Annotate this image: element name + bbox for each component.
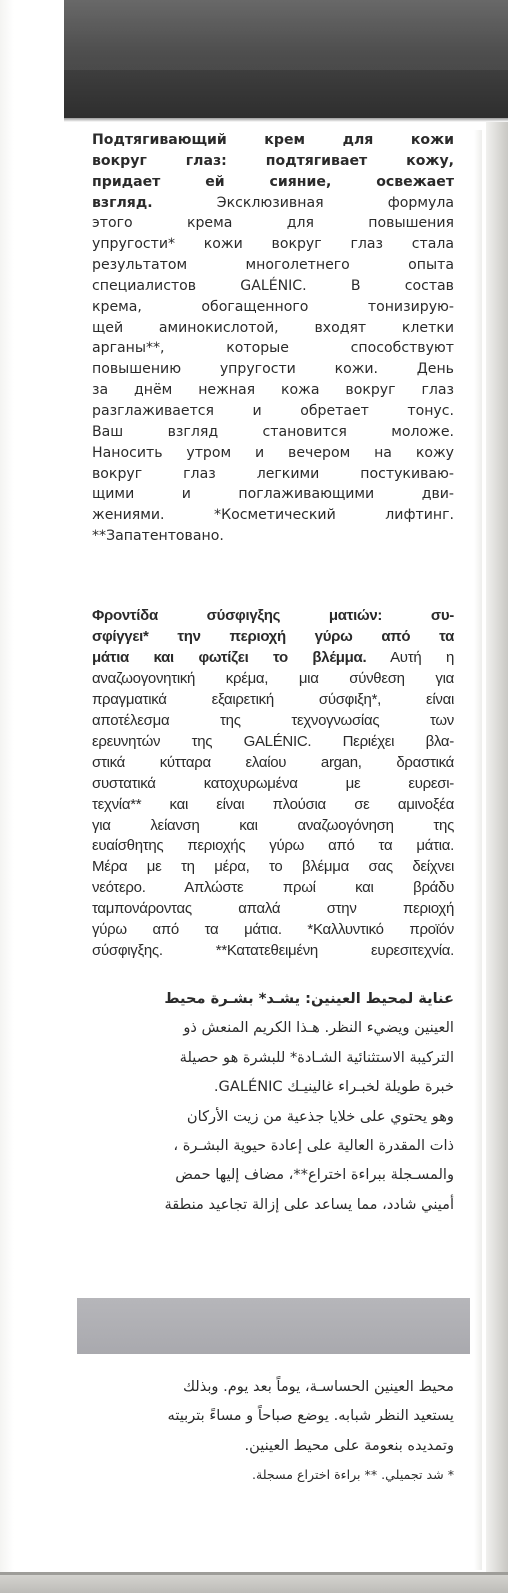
ar-line: يستعيد النظر شبابه. يوضع صباحاً و مساءً بتربيته [167, 1407, 454, 1425]
box-right-edge [486, 0, 508, 1593]
ru-line: щей аминокислотой, входят клетки [92, 319, 454, 336]
gr-line: πραγματικά εξαιρετική σύσφιξη*, είναι [92, 690, 454, 708]
gr-line-mixed [92, 648, 454, 669]
ar-line: العينين ويضيء النظر. هـذا الكريم المنعش ذو [183, 1019, 454, 1037]
ru-line: разглаживается и обретает тонус. [92, 402, 454, 419]
box-bottom-edge [0, 1572, 508, 1593]
ru-line: **Запатентовано. [92, 528, 224, 545]
ru-line: вокруг глаз: подтягивает кожу, [92, 152, 454, 169]
ru-headline-end: взгляд. [92, 194, 153, 211]
gr-line: Φροντίδα σύσφιγξης ματιών: συ- [92, 607, 454, 624]
grey-band [77, 1298, 470, 1354]
gr-line: στικά κύτταρα ελαίου argan, δραστικά [92, 753, 454, 771]
ru-line: этого крема для повышения [92, 215, 454, 232]
ru-line: Наносить утром и вечером на кожу [92, 444, 454, 461]
ar-line: والمسـجلة ببراءة اختراع**، مضاف إليها حمض [175, 1166, 454, 1184]
ru-line: щими и поглаживающими дви- [92, 486, 454, 503]
ar-line: محيط العينين الحساسـة، يوماً بعد يوم. وبذلك [182, 1378, 454, 1395]
ru-line: придает ей сияние, освежает [92, 173, 454, 190]
ar-line: ذات المقدرة العالية على إعادة حيوية البشـرة ، [173, 1137, 454, 1155]
ru-line: Подтягивающий крем для кожи [92, 132, 454, 148]
russian-description [92, 130, 454, 547]
top-dark-band [64, 0, 508, 118]
ru-line: вокруг глаз легкими постукиваю- [92, 465, 454, 482]
gr-line: ευαίσθητης περιοχής γύρω από τα μάτια. [92, 837, 454, 855]
ar-line: خبرة طويلة لخبـراء غالينيـك GALÉNIC. [213, 1078, 454, 1096]
ru-line: повышению упругости кожи. День [92, 361, 454, 378]
ar-line: عناية لمحيط العينين: يشـد* بشـرة محيط [164, 990, 454, 1007]
gr-line: σφίγγει* την περιοχή γύρω από τα [92, 627, 454, 645]
box-left-edge [0, 0, 14, 1593]
gr-line: τεχνία** και είναι πλούσια σε αμινοξέα [92, 795, 454, 813]
gr-line: Μέρα με τη μέρα, το βλέμμα σας δείχνει [92, 858, 454, 876]
gr-line: γύρω από τα μάτια. *Καλλυντικό προϊόν [92, 921, 454, 939]
arabic-description-bottom [92, 1372, 454, 1490]
gr-line: για λείανση και αναζωογόνηση της [92, 816, 454, 834]
ru-line-mixed [92, 193, 454, 214]
ru-line: упругости* кожи вокруг глаз стала [92, 236, 454, 253]
gr-line: συστατικά κατοχυρωμένα με ευρεσι- [92, 774, 454, 792]
arabic-description-top [92, 984, 454, 1219]
gr-line: νεότερο. Απλώστε πρωί και βράδυ [92, 879, 454, 897]
ar-line: التركيبة الاستثنائية الشـادة* للبشرة هو حصيلة [179, 1048, 454, 1066]
ru-body-start: Эксклюзивная формула [152, 194, 454, 211]
ar-line: وهو يحتوي على خلايا جذعية من زيت الأركان [186, 1107, 454, 1125]
ar-line: وتمديده بنعومة على محيط العينين. [244, 1436, 454, 1454]
ru-line: Ваш взгляд становится моложе. [92, 423, 454, 440]
gr-body-start: Αυτή η [366, 648, 454, 666]
ar-line: أميني شادد، مما يساعد على إزالة تجاعيد منطقة [164, 1195, 454, 1213]
gr-line: ταμπονάροντας απαλά στην περιοχή [92, 900, 454, 918]
ru-line: за днём нежная кожа вокруг глаз [92, 382, 454, 399]
greek-description [92, 606, 454, 962]
gr-line: αναζωογονητική κρέμα, μια σύνθεση για [92, 669, 454, 687]
top-band-shadow [64, 118, 508, 122]
gr-line: σύσφιγξης. **Κατατεθειμένη ευρεσιτεχνία. [92, 942, 454, 960]
ru-line: жениями. *Косметический лифтинг. [92, 507, 454, 524]
ru-line: крема, обогащенного тонизирую- [92, 298, 454, 315]
ru-line: результатом многолетнего опыта [92, 257, 454, 274]
ru-line: арганы**, которые способствуют [92, 340, 454, 357]
gr-line: αποτέλεσμα της τεχνογνωσίας των [92, 711, 454, 729]
gr-line: ερευνητών της GALÉNIC. Περιέχει βλα- [92, 732, 454, 750]
ar-footnote: * شد تجميلي. ** براءة اختراع مسجلة. [251, 1467, 454, 1483]
ru-line: специалистов GALÉNIC. В состав [92, 277, 454, 294]
gr-headline-end: μάτια και φωτίζει το βλέμμα. [92, 648, 367, 666]
box-fold-strip [474, 130, 482, 1570]
